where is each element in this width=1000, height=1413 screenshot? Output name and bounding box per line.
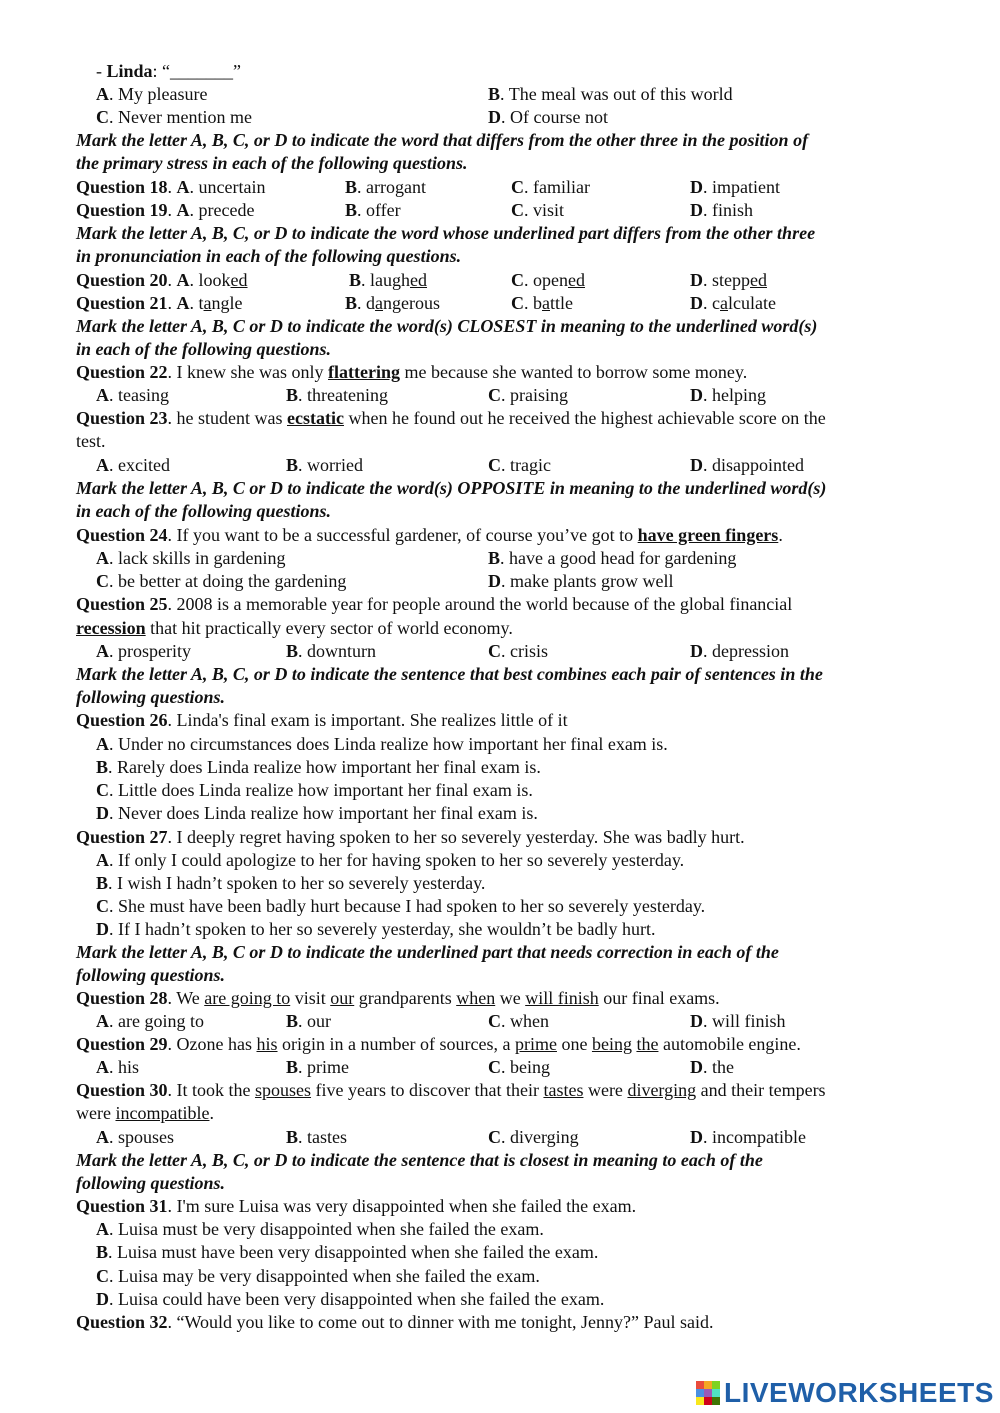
q18-option-c[interactable]: C. familiar bbox=[511, 177, 590, 197]
q29-option-c[interactable]: C. being bbox=[488, 1057, 550, 1077]
q24-stem: Question 24. If you want to be a successful gardener, of course you’ve got to have green fingers. bbox=[76, 525, 783, 545]
speaker: Linda bbox=[106, 61, 153, 81]
q26-option-c[interactable]: C. Little does Linda realize how important her final exam is. bbox=[96, 780, 533, 800]
q24-option-a[interactable]: A. lack skills in gardening bbox=[96, 548, 286, 568]
instruction-pronunciation: Mark the letter A, B, C, or D to indicate the word whose underlined part differs from the other three bbox=[76, 223, 816, 243]
q31-option-c[interactable]: C. Luisa may be very disappointed when she failed the exam. bbox=[96, 1266, 540, 1286]
logo-cell bbox=[712, 1389, 720, 1397]
q28-option-a[interactable]: A. are going to bbox=[96, 1011, 204, 1031]
q20-option-d[interactable]: D. stepped bbox=[690, 270, 767, 290]
q19-label: Question 19. A. precede bbox=[76, 200, 255, 220]
instruction-combine: Mark the letter A, B, C, or D to indicate the sentence that best combines each pair of sentences in the bbox=[76, 664, 823, 684]
logo-cell bbox=[696, 1389, 704, 1397]
q23-option-a[interactable]: A. excited bbox=[96, 455, 170, 475]
logo-cell bbox=[704, 1381, 712, 1389]
q25-stem: Question 25. 2008 is a memorable year for people around the world because of the global financial bbox=[76, 594, 793, 614]
instruction-correction-cont: following questions. bbox=[76, 965, 226, 985]
q31-stem: Question 31. I'm sure Luisa was very disappointed when she failed the exam. bbox=[76, 1196, 637, 1216]
q17-option-a[interactable]: A. My pleasure bbox=[96, 84, 208, 104]
q19-option-a[interactable]: precede bbox=[198, 200, 255, 220]
logo-grid-icon bbox=[696, 1381, 720, 1405]
q21-option-a[interactable]: tangle bbox=[198, 293, 243, 313]
q22-option-c[interactable]: C. praising bbox=[488, 385, 568, 405]
q31-option-b[interactable]: B. Luisa must have been very disappointed when she failed the exam. bbox=[96, 1242, 599, 1262]
instruction-pronunciation-cont: in pronunciation in each of the following questions. bbox=[76, 246, 462, 266]
q30-option-b[interactable]: B. tastes bbox=[286, 1127, 348, 1147]
q28-option-d[interactable]: D. will finish bbox=[690, 1011, 786, 1031]
q29-option-b[interactable]: B. prime bbox=[286, 1057, 350, 1077]
q22-option-a[interactable]: A. teasing bbox=[96, 385, 169, 405]
q17-option-c[interactable]: C. Never mention me bbox=[96, 107, 252, 127]
q29-stem: Question 29. Ozone has his origin in a number of sources, a prime one being the automobile engine. bbox=[76, 1034, 801, 1054]
q27-option-d[interactable]: D. If I hadn’t spoken to her so severely yesterday, she wouldn’t be badly hurt. bbox=[96, 919, 656, 939]
q30-stem: Question 30. It took the spouses five years to discover that their tastes were diverging and their tempers bbox=[76, 1080, 826, 1100]
q22-stem: Question 22. I knew she was only flattering me because she wanted to borrow some money. bbox=[76, 362, 748, 382]
q17-option-d[interactable]: D. Of course not bbox=[488, 107, 608, 127]
instruction-opposite-cont: in each of the following questions. bbox=[76, 501, 332, 521]
q19-option-d[interactable]: D. finish bbox=[690, 200, 754, 220]
q23-stem-cont: test. bbox=[76, 431, 106, 451]
q23-option-d[interactable]: D. disappointed bbox=[690, 455, 804, 475]
logo-cell bbox=[704, 1389, 712, 1397]
logo-cell bbox=[712, 1381, 720, 1389]
instruction-stress: Mark the letter A, B, C, or D to indicate the word that differs from the other three in the position of bbox=[76, 130, 809, 150]
q28-option-c[interactable]: C. when bbox=[488, 1011, 549, 1031]
q24-option-c[interactable]: C. be better at doing the gardening bbox=[96, 571, 347, 591]
q24-option-b[interactable]: B. have a good head for gardening bbox=[488, 548, 737, 568]
instruction-closest-cont: in each of the following questions. bbox=[76, 339, 332, 359]
q19-option-b[interactable]: B. offer bbox=[345, 200, 401, 220]
dialogue-blank: : “_______” bbox=[152, 61, 242, 81]
q29-option-d[interactable]: D. the bbox=[690, 1057, 734, 1077]
q19-option-c[interactable]: C. visit bbox=[511, 200, 565, 220]
q18-option-a[interactable]: uncertain bbox=[198, 177, 266, 197]
instruction-opposite: Mark the letter A, B, C or D to indicate the word(s) OPPOSITE in meaning to the underlined word(s) bbox=[76, 478, 827, 498]
q21-label: Question 21. A. tangle bbox=[76, 293, 243, 313]
logo-text: LIVEWORKSHEETS bbox=[724, 1377, 994, 1408]
q27-stem: Question 27. I deeply regret having spoken to her so severely yesterday. She was badly hurt. bbox=[76, 827, 745, 847]
q21-option-c[interactable]: C. battle bbox=[511, 293, 573, 313]
q26-option-b[interactable]: B. Rarely does Linda realize how important her final exam is. bbox=[96, 757, 541, 777]
q27-option-a[interactable]: A. If only I could apologize to her for having spoken to her so severely yesterday. bbox=[96, 850, 685, 870]
q31-option-d[interactable]: D. Luisa could have been very disappointed when she failed the exam. bbox=[96, 1289, 605, 1309]
q20-option-b[interactable]: B. laughed bbox=[349, 270, 428, 290]
instruction-meaning-cont: following questions. bbox=[76, 1173, 226, 1193]
instruction-meaning: Mark the letter A, B, C, or D to indicate the sentence that is closest in meaning to each of the bbox=[76, 1150, 763, 1170]
q28-option-b[interactable]: B. our bbox=[286, 1011, 332, 1031]
q30-option-d[interactable]: D. incompatible bbox=[690, 1127, 806, 1147]
q23-option-b[interactable]: B. worried bbox=[286, 455, 363, 475]
q20-label: Question 20. A. looked bbox=[76, 270, 248, 290]
logo-cell bbox=[704, 1397, 712, 1405]
instruction-combine-cont: following questions. bbox=[76, 687, 226, 707]
q30-stem-cont: were incompatible. bbox=[76, 1103, 214, 1123]
dialogue-line: - Linda: “_______” bbox=[96, 61, 242, 81]
q26-option-a[interactable]: A. Under no circumstances does Linda realize how important her final exam is. bbox=[96, 734, 668, 754]
q18-label: Question 18. A. uncertain bbox=[76, 177, 266, 197]
instruction-closest: Mark the letter A, B, C or D to indicate the word(s) CLOSEST in meaning to the underlined word(s) bbox=[76, 316, 818, 336]
q27-option-b[interactable]: B. I wish I hadn’t spoken to her so severely yesterday. bbox=[96, 873, 486, 893]
q17-option-b[interactable]: B. The meal was out of this world bbox=[488, 84, 733, 104]
q31-option-a[interactable]: A. Luisa must be very disappointed when she failed the exam. bbox=[96, 1219, 544, 1239]
q25-stem-cont: recession that hit practically every sector of world economy. bbox=[76, 618, 513, 638]
q18-option-d[interactable]: D. impatient bbox=[690, 177, 780, 197]
q25-option-c[interactable]: C. crisis bbox=[488, 641, 548, 661]
q18-option-b[interactable]: B. arrogant bbox=[345, 177, 426, 197]
q26-stem: Question 26. Linda's final exam is important. She realizes little of it bbox=[76, 710, 568, 730]
q25-option-d[interactable]: D. depression bbox=[690, 641, 789, 661]
q29-option-a[interactable]: A. his bbox=[96, 1057, 140, 1077]
liveworksheets-logo[interactable] bbox=[696, 1378, 994, 1408]
q25-option-b[interactable]: B. downturn bbox=[286, 641, 377, 661]
q22-option-d[interactable]: D. helping bbox=[690, 385, 766, 405]
q23-stem: Question 23. he student was ecstatic when he found out he received the highest achievable score on the bbox=[76, 408, 826, 428]
q26-option-d[interactable]: D. Never does Linda realize how important her final exam is. bbox=[96, 803, 538, 823]
q30-option-c[interactable]: C. diverging bbox=[488, 1127, 579, 1147]
q23-option-c[interactable]: C. tragic bbox=[488, 455, 551, 475]
q30-option-a[interactable]: A. spouses bbox=[96, 1127, 175, 1147]
logo-cell bbox=[696, 1397, 704, 1405]
q21-option-b[interactable]: B. dangerous bbox=[345, 293, 441, 313]
q22-option-b[interactable]: B. threatening bbox=[286, 385, 388, 405]
q27-option-c[interactable]: C. She must have been badly hurt because I had spoken to her so severely yesterday. bbox=[96, 896, 706, 916]
logo-cell bbox=[696, 1381, 704, 1389]
q24-option-d[interactable]: D. make plants grow well bbox=[488, 571, 674, 591]
instruction-correction: Mark the letter A, B, C or D to indicate the underlined part that needs correction in each of the bbox=[76, 942, 779, 962]
q21-option-d[interactable]: D. calculate bbox=[690, 293, 776, 313]
q20-option-c[interactable]: C. opened bbox=[511, 270, 585, 290]
logo-cell bbox=[712, 1397, 720, 1405]
q25-option-a[interactable]: A. prosperity bbox=[96, 641, 191, 661]
q32-stem: Question 32. “Would you like to come out to dinner with me tonight, Jenny?” Paul said. bbox=[76, 1312, 714, 1332]
instruction-stress-cont: the primary stress in each of the following questions. bbox=[76, 153, 468, 173]
q20-option-a[interactable]: looked bbox=[198, 270, 248, 290]
q28-stem: Question 28. We are going to visit our grandparents when we will finish our final exams. bbox=[76, 988, 720, 1008]
